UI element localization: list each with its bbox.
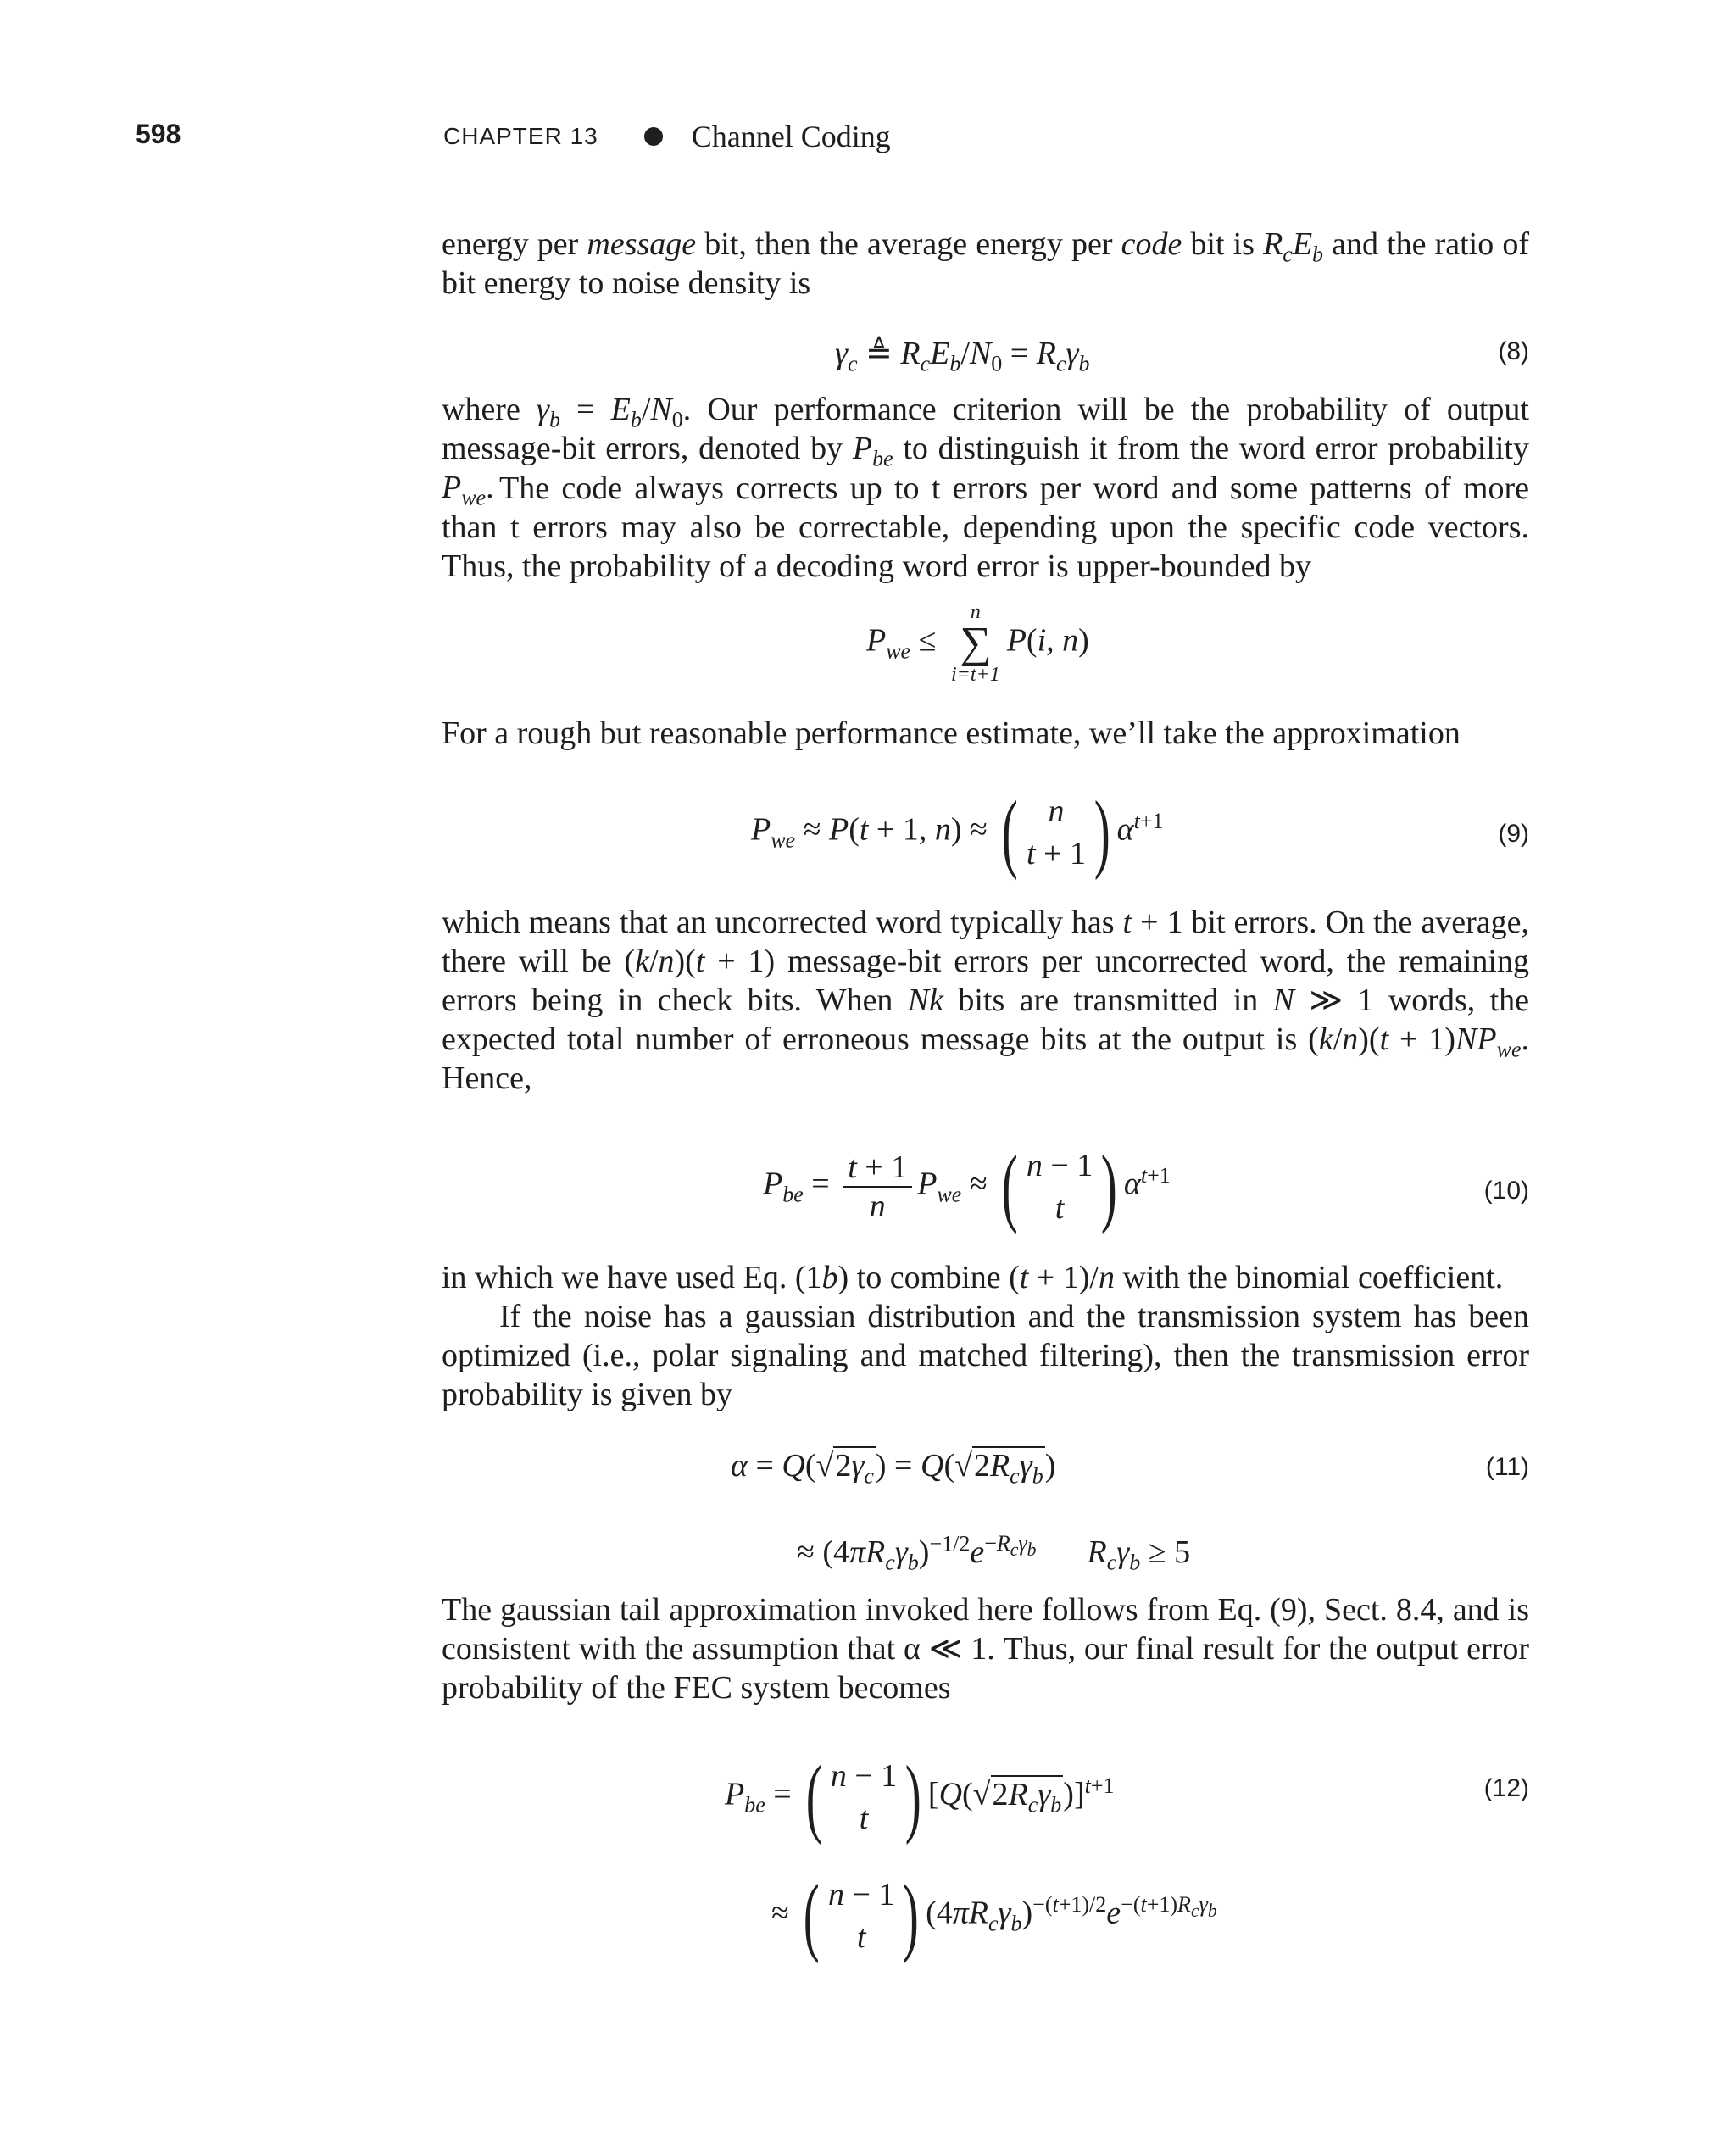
equation-12: $P_{be}$ = ( n − 1 t ) $[Q(√2R_c\gamma_b)]^{t+1}$ — [725, 1748, 1115, 1846]
equation-number-12: (12) — [1483, 1774, 1529, 1802]
equation-11-approx: ≈ $(4\pi R_c\gamma_b)^{-1/2}e^{-R_c\gamma_b}$ $R_c\gamma_b \ge 5$ — [797, 1531, 1191, 1575]
paragraph-tail-approx: The gaussian tail approximation invoked here follows from Eq. (9), Sect. 8.4, and is consistent with the assumption that α ≪ 1. Thus, our final result for the output error probability of the FEC system becomes — [442, 1592, 1529, 1706]
equation-12-approx: ≈ ( n − 1 t ) $(4\pi R_c\gamma_b)^{-(t+1)/2}e^{-(t+1)R_c\gamma_b}$ — [771, 1867, 1217, 1964]
equation-10: $P_{be}$ = $\frac{t + 1}{n}$ $P_{we}$ ≈ ( n − 1 t ) $\alpha^{t+1}$ — [763, 1138, 1171, 1235]
paragraph-criterion: where $\gamma_b = E_b/N_0$. Our performance criterion will be the probability of output message-bit errors, denoted by $P_{be}$ to distinguish it from the word error probability $P_{we}$. — [442, 392, 1529, 510]
equation-number-10: (10) — [1483, 1177, 1529, 1205]
chapter-title: Channel Coding — [691, 120, 891, 153]
equation-8: $\gamma_c$ ≜ $R_cE_b/N_0 = R_c\gamma_b$ — [835, 336, 1090, 376]
paragraph-uncorrected: which means that an uncorrected word typically has t + 1 bit errors. On the average, there will be (k/n)(t + 1) message-bit errors per uncorrected word, the remaining errors being in check bits. When Nk bits are transmitted in N ≫ 1 words, the expected total number of erroneous message bits at the output is $(k/n)(t + 1)NP_{we}$. Hence, — [442, 905, 1530, 1096]
page-number: 598 — [136, 119, 181, 149]
paragraph-estimate: For a rough but reasonable performance estimate, we’ll take the approximation — [442, 715, 1461, 751]
equation-number-11: (11) — [1485, 1453, 1529, 1481]
equation-sum-bound: $P_{we}$ ≤ n ∑ i=t+1 P(i, n) — [866, 601, 1089, 686]
equation-number-9: (9) — [1498, 820, 1529, 848]
paragraph-energy: energy per message bit, then the average energy per code bit is $R_cE_b$ and the ratio of bit energy to noise density is — [442, 226, 1529, 301]
paragraph-binomial: in which we have used Eq. (1b) to combine (t + 1)/n with the binomial coefficient. — [442, 1260, 1504, 1295]
equation-number-8: (8) — [1498, 337, 1529, 365]
equation-11: $\alpha = Q(√2\gamma_c) = Q(√2R_c\gamma_b)$ — [731, 1448, 1056, 1489]
running-head — [443, 119, 891, 154]
chapter-label: CHAPTER 13 — [443, 123, 598, 149]
paragraph-code-corrects: The code always corrects up to t errors per word and some patterns of more than t errors may also be correctable, depending upon the specific code vectors. Thus, the probability of a decoding word error is upper-bounded by — [442, 470, 1529, 584]
equation-9: $P_{we} \approx P(t + 1$, n) ≈ ( n t + 1 ) $\alpha^{t+1}$ — [751, 783, 1164, 881]
bullet-icon — [644, 127, 663, 146]
paragraph-gaussian-noise: If the noise has a gaussian distribution and the transmission system has been optimized (i.e., polar signaling and matched filtering), then the transmission error probability is given by — [442, 1299, 1529, 1412]
